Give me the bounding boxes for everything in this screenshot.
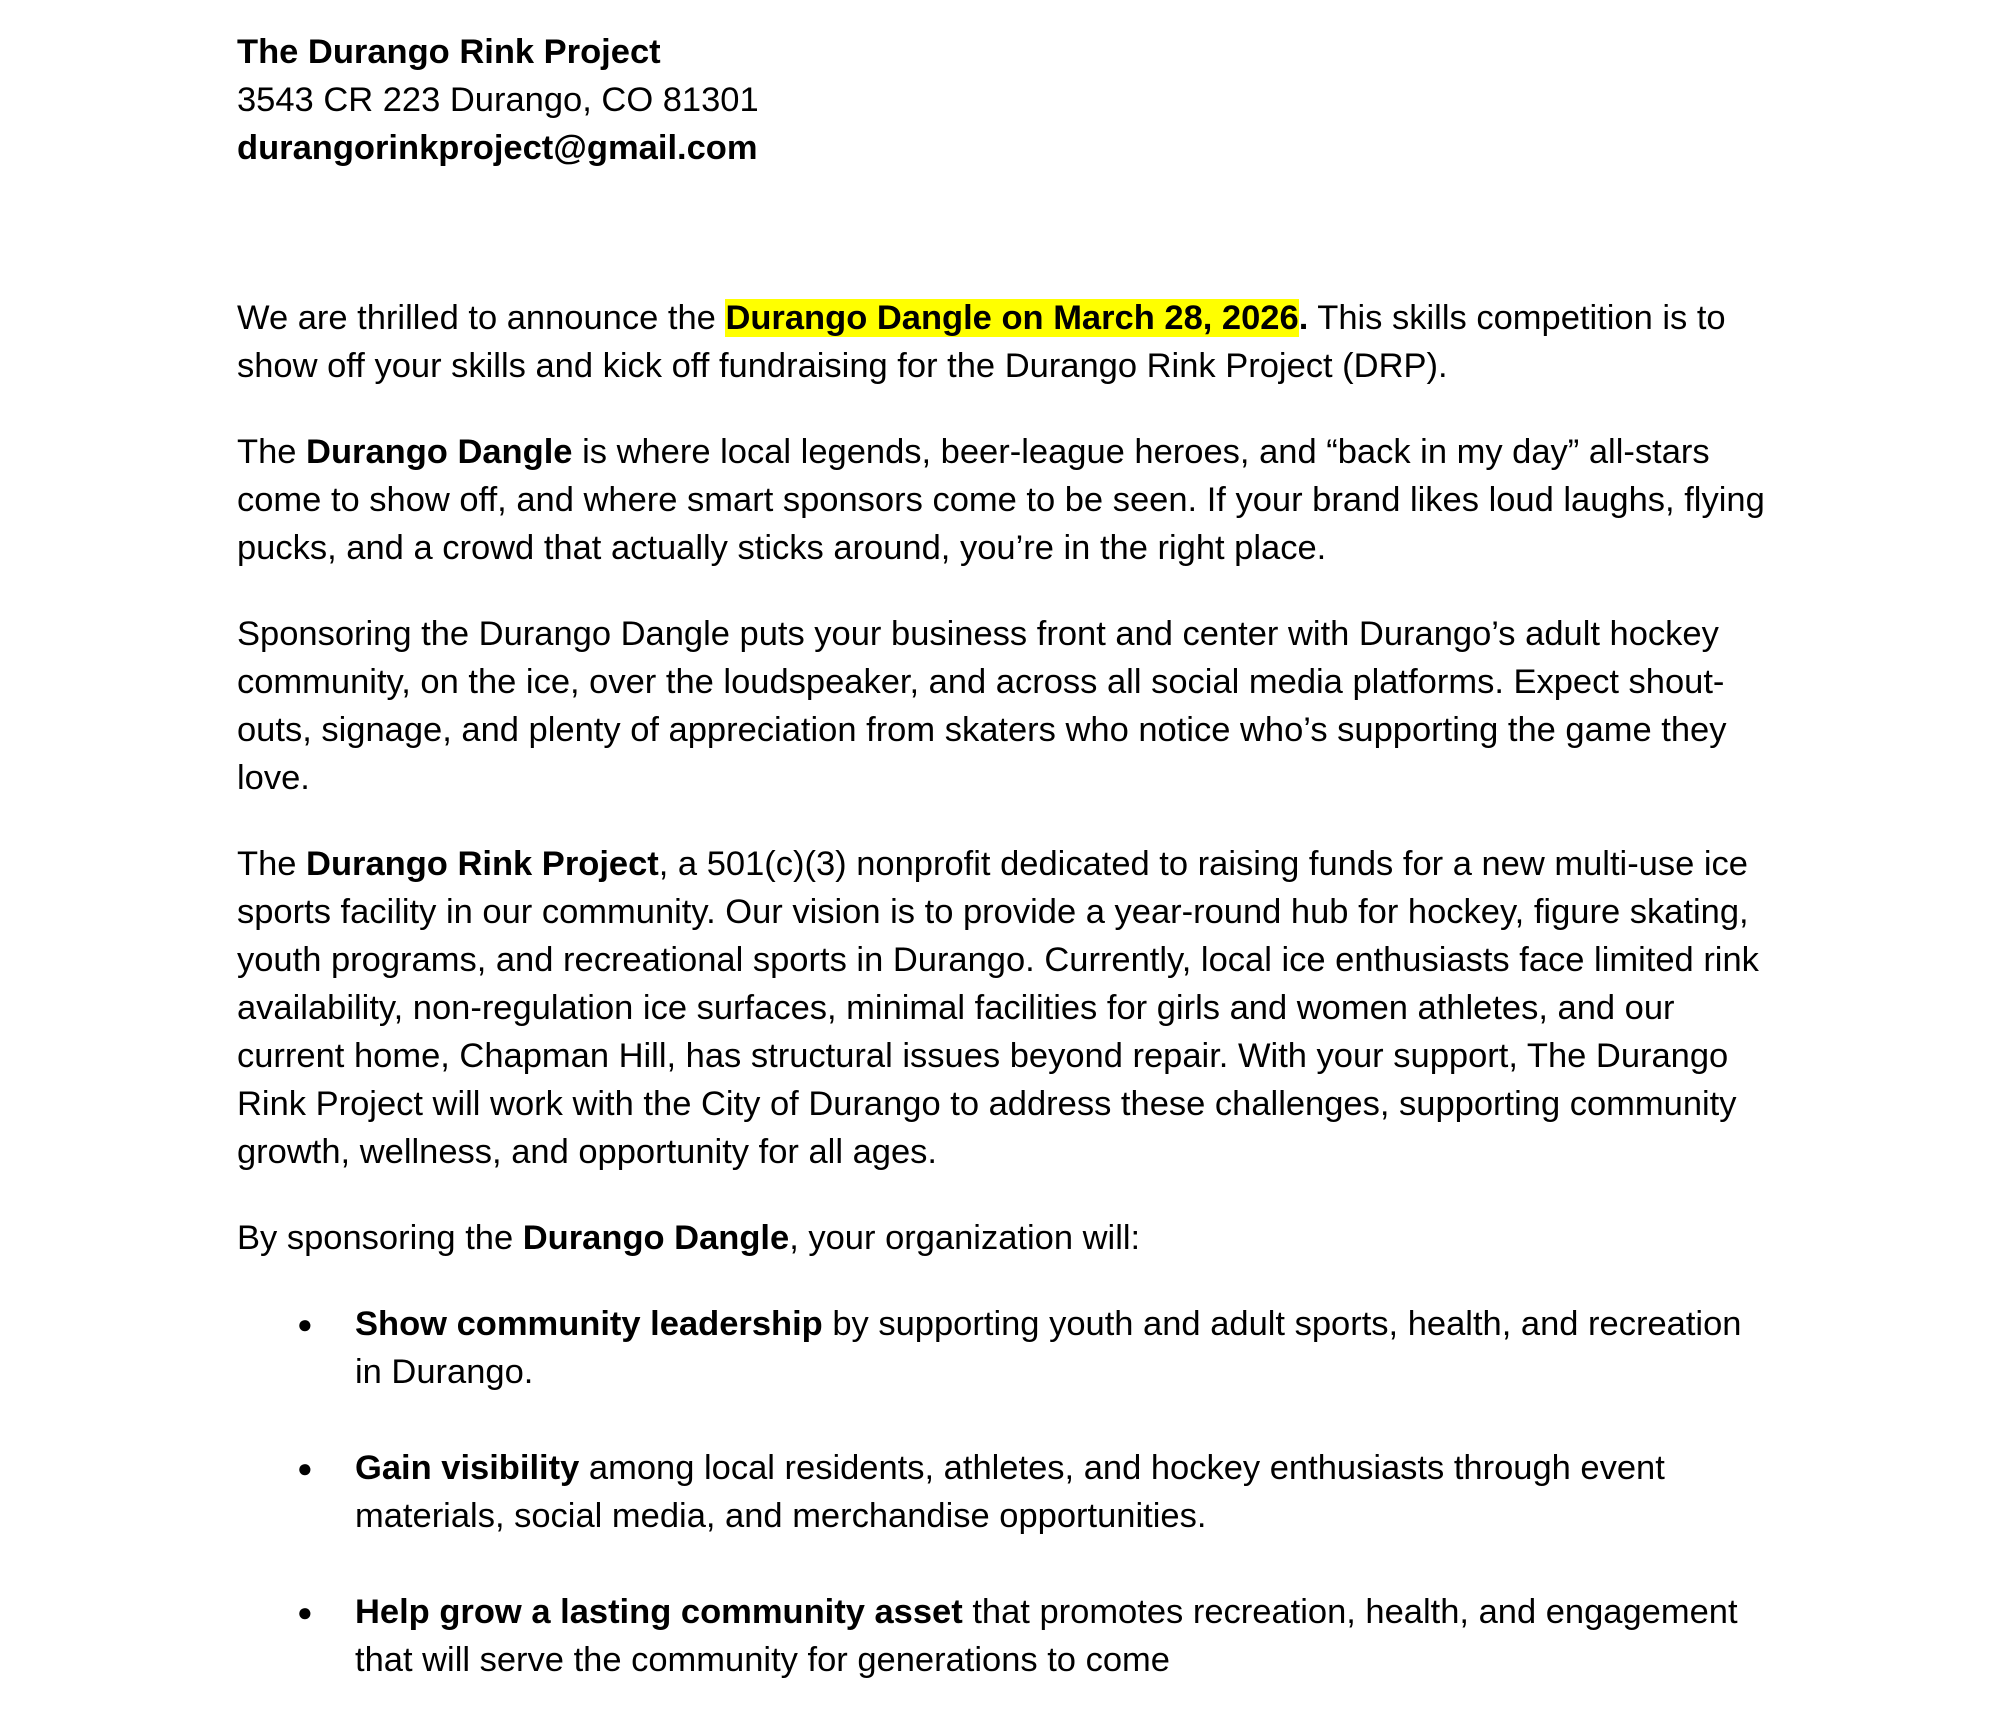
letterhead [237,28,1772,172]
paragraph-about-drp [237,840,1772,1176]
document-content [237,28,1772,1732]
bullet-icon: ● [297,1309,313,1339]
benefits-list [237,1300,1772,1684]
list-item [237,1300,1772,1396]
benefit-text: among local residents, athletes, and hockey enthusiasts through event materials, social media, and merchandise opportunities. [355,1449,1665,1535]
announcement-rest: This skills competition is to show off your skills and kick off fundraising for the Durango Rink Project (DRP). [237,299,1726,385]
bullet-icon: ● [297,1453,313,1483]
org-address: 3543 CR 223 Durango, CO 81301 [237,81,759,119]
announcement-lead: We are thrilled to announce the [237,299,726,337]
list-item [237,1444,1772,1540]
benefits-intro-bold: Durango Dangle [522,1219,790,1257]
event-highlight: Durango Dangle on March 28, 2026 [725,299,1299,337]
org-name: The Durango Rink Project [237,33,661,71]
benefit-title: Show community leadership [355,1305,823,1343]
benefits-intro-lead: By sponsoring the [237,1219,523,1257]
org-email: durangorinkproject@gmail.com [237,129,758,167]
about-drp-bold: Durango Rink Project [306,845,659,883]
paragraph-benefits-intro [237,1214,1772,1262]
benefits-intro-rest: , your organization will: [789,1219,1141,1257]
about-drp-rest: , a 501(c)(3) nonprofit dedicated to raising funds for a new multi-use ice sports facility in our community. Our vision is to provide a year-round hub for hockey, figure skating, youth programs, and recreational sports in Durango. Currently, local ice enthusiasts face limited rink availability, non-regulation ice surfaces, minimal facilities for girls and women athletes, and our current home, Chapman Hill, has structural issues beyond repair. With your support, The Durango Rink Project will work with the City of Durango to address these challenges, supporting community growth, wellness, and opportunity for all ages. [237,845,1759,1171]
list-item [237,1588,1772,1684]
about-dangle-rest: is where local legends, beer-league heroes, and “back in my day” all-stars come to show off, and where smart sponsors come to be seen. If your brand likes loud laughs, flying pucks, and a crowd that actually sticks around, you’re in the right place. [237,433,1765,567]
benefit-text: by supporting youth and adult sports, health, and recreation in Durango. [355,1305,1742,1391]
about-dangle-bold: Durango Dangle [306,433,573,471]
announcement-period: . [1298,299,1309,337]
paragraph-about-dangle [237,428,1772,572]
bullet-icon: ● [297,1597,313,1627]
benefit-title: Gain visibility [355,1449,580,1487]
about-drp-lead: The [237,845,307,883]
paragraph-announcement [237,294,1772,390]
benefit-text: that promotes recreation, health, and engagement that will serve the community for generations to come [355,1593,1738,1679]
paragraph-sponsoring: Sponsoring the Durango Dangle puts your business front and center with Durango’s adult hockey community, on the ice, over the loudspeaker, and across all social media platforms. Expect shout-outs, signage, and plenty of appreciation from skaters who notice who’s supporting the game they love. [237,615,1727,797]
benefit-title: Help grow a lasting community asset [355,1593,963,1631]
about-dangle-lead: The [237,433,307,471]
